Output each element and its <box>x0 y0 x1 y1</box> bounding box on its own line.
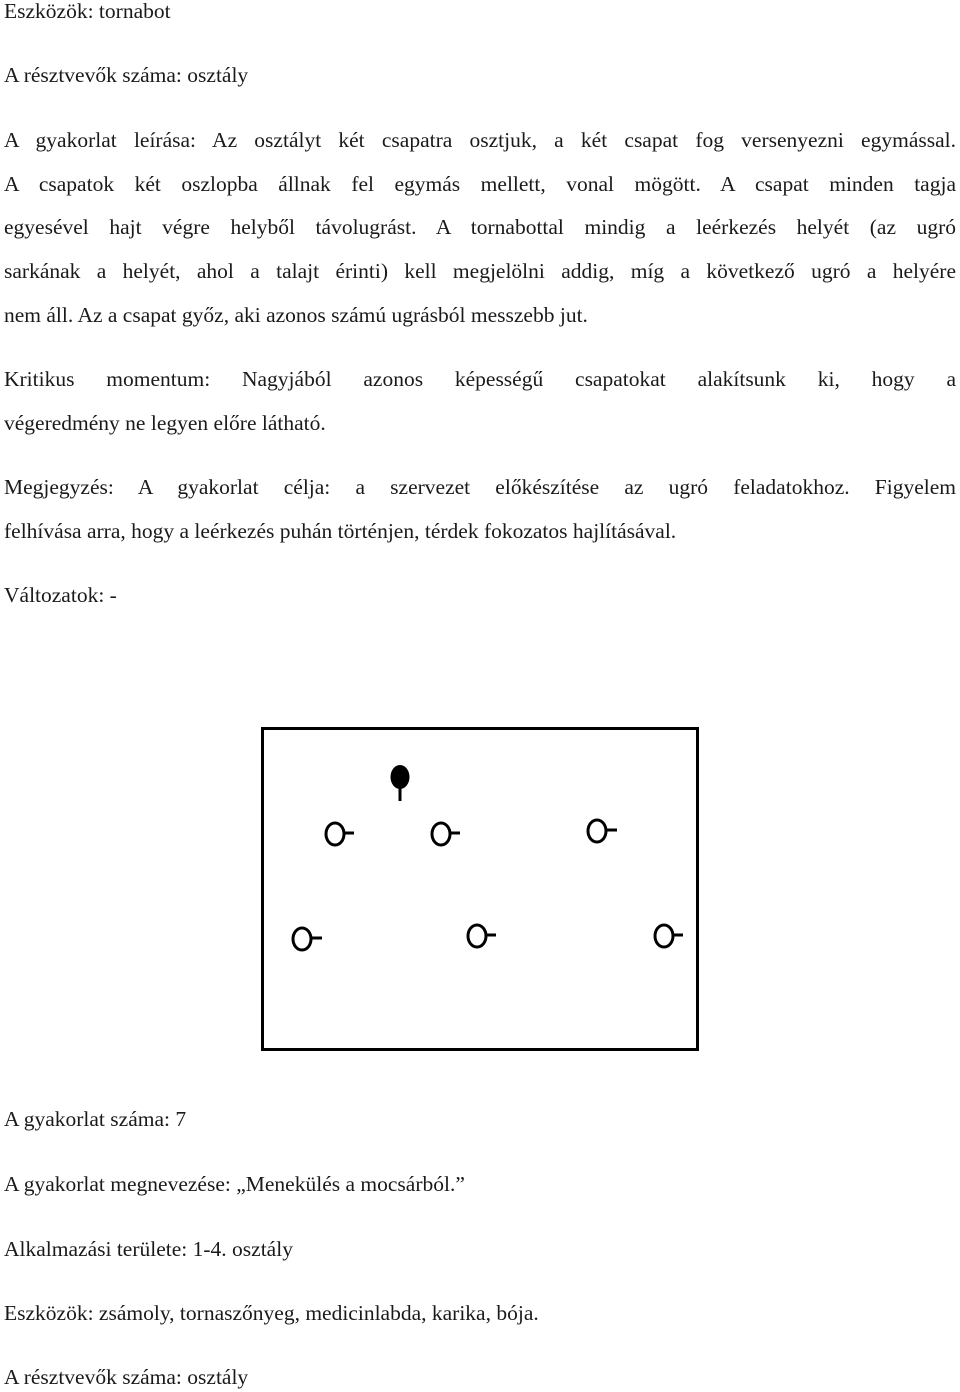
note-line-1: Megjegyzés: A gyakorlat célja: a szervezet előkészítése az ugró feladatokhoz. Figyelem <box>4 475 956 499</box>
equipment-line-2: Eszközök: zsámoly, tornaszőnyeg, medicinlabda, karika, bója. <box>4 1301 539 1325</box>
equipment-line: Eszközök: tornabot <box>4 0 171 23</box>
field-border <box>263 729 698 1050</box>
note-line-2: felhívása arra, hogy a leérkezés puhán történjen, térdek fokozatos hajlításával. <box>4 519 677 543</box>
variants-line: Változatok: - <box>4 583 117 607</box>
application-area-line: Alkalmazási területe: 1-4. osztály <box>4 1237 293 1261</box>
description-line-1: A gyakorlat leírása: Az osztályt két csapatra osztjuk, a két csapat fog versenyezni egymással. <box>4 128 956 152</box>
formation-diagram <box>261 727 699 1051</box>
participants-line-2: A résztvevők száma: osztály <box>4 1365 249 1389</box>
exercise-number-line: A gyakorlat száma: 7 <box>4 1107 187 1131</box>
participants-line: A résztvevők száma: osztály <box>4 63 249 87</box>
description-line-2: A csapatok két oszlopba állnak fel egymás mellett, vonal mögött. A csapat minden tagja <box>4 172 956 196</box>
exercise-name-line: A gyakorlat megnevezése: „Menekülés a mocsárból.” <box>4 1172 465 1196</box>
description-line-4: sarkának a helyét, ahol a talajt érinti) kell megjelölni addig, míg a következő ugró a helyére <box>4 259 956 283</box>
description-line-5: nem áll. Az a csapat győz, aki azonos számú ugrásból messzebb jut. <box>4 303 588 327</box>
description-line-3: egyesével hajt végre helyből távolugrást. A tornabottal mindig a leérkezés helyét (az ugró <box>4 215 956 239</box>
critical-moment-line-2: végeredmény ne legyen előre látható. <box>4 411 326 435</box>
critical-moment-line-1: Kritikus momentum: Nagyjából azonos képességű csapatokat alakítsunk ki, hogy a <box>4 367 956 391</box>
